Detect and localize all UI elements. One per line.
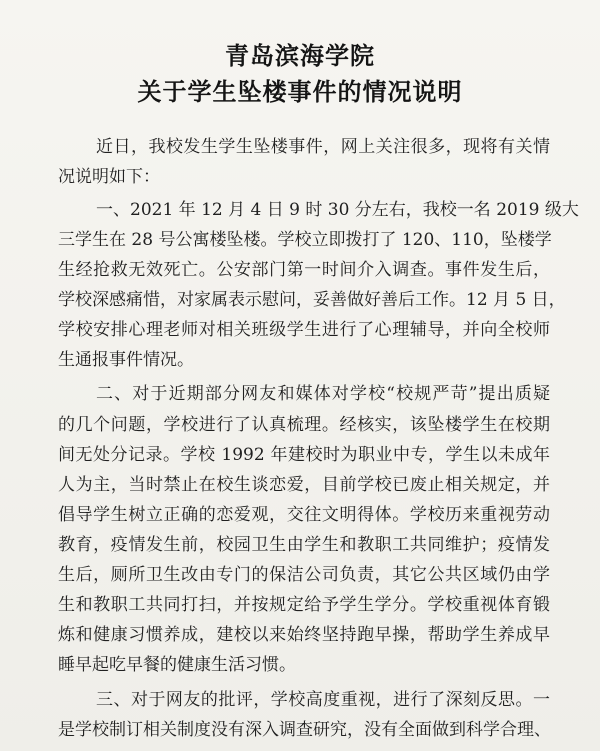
body-line: 是学校制订相关制度没有深入调查研究，没有全面做到科学合理、 [58,720,551,740]
body-line: 炼和健康习惯养成，建校以来始终坚持跑早操，帮助学生养成早 [58,625,550,645]
body-line: 倡导学生树立正确的恋爱观，交往文明得体。学校历来重视劳动 [58,505,550,525]
body-line: 一、2021 年 12 月 4 日 9 时 30 分左右，我校一名 2019 级大 [96,200,579,220]
body-line: 间无处分记录。学校 1992 年建校时为职业中专，学生以未成年 [58,445,550,465]
document-title: 关于学生坠楼事件的情况说明 [137,77,463,106]
body-line: 生经抢救无效死亡。公安部门第一时间介入调查。事件发生后， [58,260,550,280]
body-line: 生和教职工共同打扫，并按规定给予学生学分。学校重视体育锻 [58,595,550,615]
body-line: 睡早起吃早餐的健康生活习惯。 [58,655,296,675]
body-line: 二、对于近期部分网友和媒体对学校“校规严苛”提出质疑 [96,384,550,404]
body-line: 近日，我校发生学生坠楼事件，网上关注很多，现将有关情 [96,137,550,157]
body-line: 三学生在 28 号公寓楼坠楼。学校立即拨打了 120、110，坠楼学 [58,230,552,250]
body-line: 生通报事件情况。 [58,350,194,370]
institution-title: 青岛滨海学院 [225,41,375,70]
body-line: 三、对于网友的批评，学校高度重视，进行了深刻反思。一 [96,690,550,710]
body-line: 的几个问题，学校进行了认真梳理。经核实，该坠楼学生在校期 [58,415,550,435]
body-line: 教育，疫情发生前，校园卫生由学生和教职工共同维护；疫情发 [58,535,550,555]
body-line: 学校安排心理老师对相关班级学生进行了心理辅导，并向全校师 [58,320,550,340]
body-line: 况说明如下： [58,167,160,187]
body-line: 生后，厕所卫生改由专门的保洁公司负责，其它公共区域仍由学 [58,565,550,585]
body-line: 学校深感痛惜，对家属表示慰问，妥善做好善后工作。12 月 5 日， [58,290,566,310]
body-line: 人为主，当时禁止在校生谈恋爱，目前学校已废止相关规定，并 [58,475,550,495]
